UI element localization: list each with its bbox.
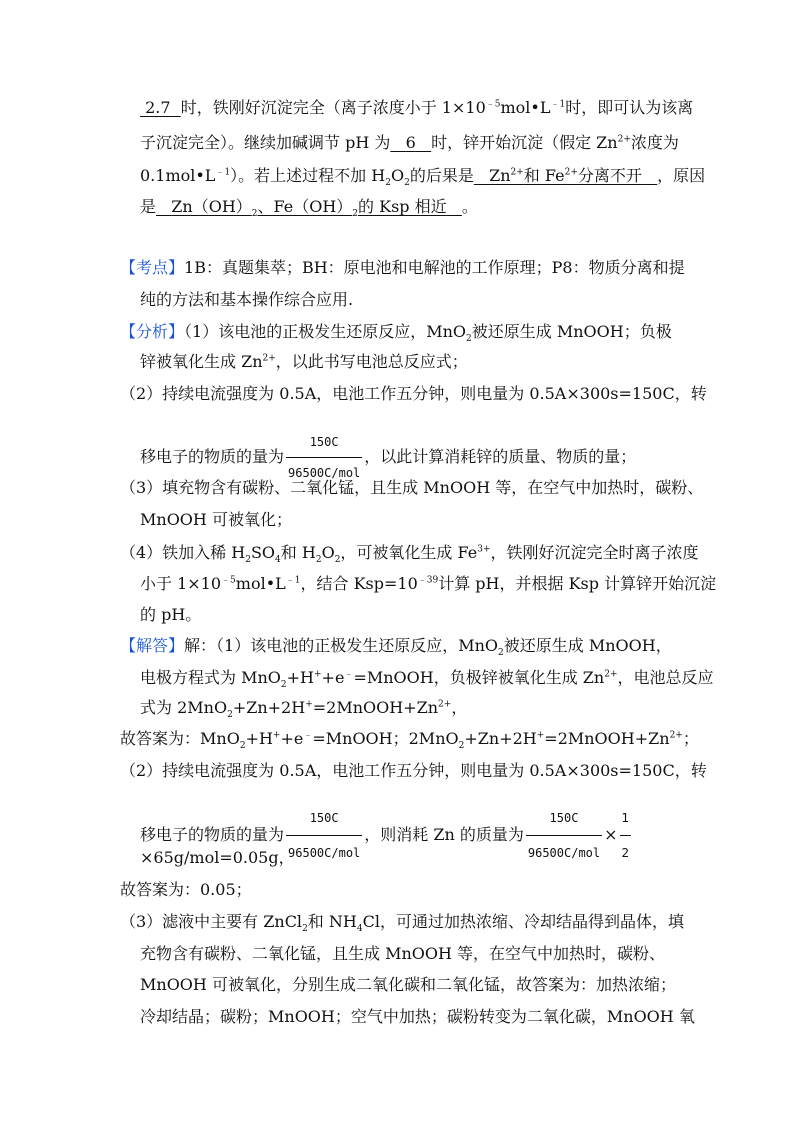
answer-blank: $Zn^{2+}$和 $Fe^{2+}$分离不开 (489, 166, 642, 185)
jieda-line: 冷却结晶；碳粉；MnOOH；空气中加热；碳粉转变为二氧化碳，MnOOH 氧 (140, 1007, 695, 1026)
jieda-line: 故答案为：MnO$_2$+H++e﹣=MnOOH；$2MnO_2+Zn+2H^+=2MnOOH+Zn^{2+}$； (120, 729, 699, 752)
fenxi-line: 【分析】（1）该电池的正极发生还原反应，MnO$_2$被还原生成 MnOOH；负极 (120, 322, 672, 345)
fraction: $\frac{150C}{\text{96500C/mol}}$ (526, 801, 602, 870)
fenxi-line: （3）填充物含有碳粉、二氧化锰，且生成 MnOOH 等，在空气中加热时，碳粉、 (120, 478, 704, 497)
fenxi-line: MnOOH 可被氧化； (140, 510, 292, 529)
fraction-half: $\frac{1}{2}$ (620, 801, 632, 870)
jieda-line: 【解答】解：（1）该电池的正极发生还原反应，MnO$_2$被还原生成 MnOOH， (120, 636, 672, 659)
fraction: $\frac{150C}{\text{96500C/mol}}$ (286, 427, 362, 488)
fenxi-tag: 【分析】 (120, 322, 185, 341)
kaodian-line-2: 纯的方法和基本操作综合应用. (140, 290, 354, 309)
text-line: $0.1mol•L^{﹣1}$）。若上述过程不加 $H_2O_2$的后果是 $Zn^{2+}$和 $Fe^{2+}$分离不开 ，原因 (140, 166, 706, 189)
fraction: $\frac{150C}{\text{96500C/mol}}$ (286, 801, 362, 870)
answer-blank: 2.7 (145, 98, 171, 117)
fenxi-line: 锌被氧化生成 $Zn^{2+}$，以此书写电池总反应式； (140, 352, 468, 371)
kaodian-tag: 【考点】 (120, 258, 185, 277)
jieda-line: 电极方程式为 MnO$_2$+H++e﹣=MnOOH，负极锌被氧化生成 $Zn^{2+}$，电池总反应 (140, 668, 714, 691)
answer-blank: 6 (405, 133, 416, 152)
text-line: 子沉淀完全）。继续加碱调节 pH 为 6 时，锌开始沉淀（假定 $Zn^{2+}$浓度为 (140, 133, 679, 152)
text-line: 是 $Zn(OH)_2$、$Fe(OH)_2$的 Ksp 相近 。 (140, 197, 478, 220)
jieda-line: MnOOH 可被氧化，分别生成二氧化碳和二氧化锰，故答案为：加热浓缩； (140, 975, 676, 994)
fenxi-line: 小于 $1\times 10^{﹣5}mol•L^{﹣1}$，结合 $Ksp=10^{﹣39}$计算 pH，并根据 Ksp 计算锌开始沉淀 (140, 574, 717, 593)
jieda-line: 充物含有碳粉、二氧化锰，且生成 MnOOH 等，在空气中加热时，碳粉、 (140, 944, 666, 963)
fenxi-line: 的 pH。 (140, 605, 202, 624)
jieda-line: 移电子的物质的量为 $\frac{150C}{\text{96500C/mol}}$ ，则消耗 Zn 的质量为 $\frac{150C}{\text{96500C/mol}}$ × $\frac{1}{2}$ (140, 801, 633, 870)
jieda-line: 式为 $2MnO_2+Zn+2H^+=2MnOOH+Zn^{2+}$， (140, 698, 468, 721)
text-line: 2.7 时，铁刚好沉淀完全（离子浓度小于 $1\times 10^{﹣5}mol•L^{﹣1}$时，即可认为该离 (140, 98, 693, 118)
jieda-line: 故答案为：0.05； (120, 880, 252, 899)
jieda-line: （3）滤液中主要有 ZnCl$_2$和 $NH_4Cl$，可通过加热浓缩、冷却结晶得到晶体，填 (120, 912, 684, 935)
jieda-line: （2）持续电流强度为 0.5A，电池工作五分钟，则电量为 0.5A×300s=150C，转 (120, 761, 707, 780)
kaodian-line-1: 【考点】1B：真题集萃；BH：原电池和电解池的工作原理；P8：物质分离和提 (120, 258, 685, 277)
fenxi-line: 移电子的物质的量为 $\frac{150C}{\text{96500C/mol}}$ ，以此计算消耗锌的质量、物质的量； (140, 427, 636, 488)
jieda-tag: 【解答】 (120, 636, 185, 655)
answer-blank: $Zn(OH)_2$、$Fe(OH)_2$的 Ksp 相近 (171, 197, 447, 220)
fenxi-line: （2）持续电流强度为 0.5A，电池工作五分钟，则电量为 0.5A×300s=150C，转 (120, 384, 707, 403)
fenxi-line: （4）铁加入稀 $H_2SO_4$和 $H_2O_2$，可被氧化生成 $Fe^{3+}$，铁刚好沉淀完全时离子浓度 (120, 543, 699, 566)
jieda-line: ×65g/mol=0.05g， (140, 848, 295, 867)
